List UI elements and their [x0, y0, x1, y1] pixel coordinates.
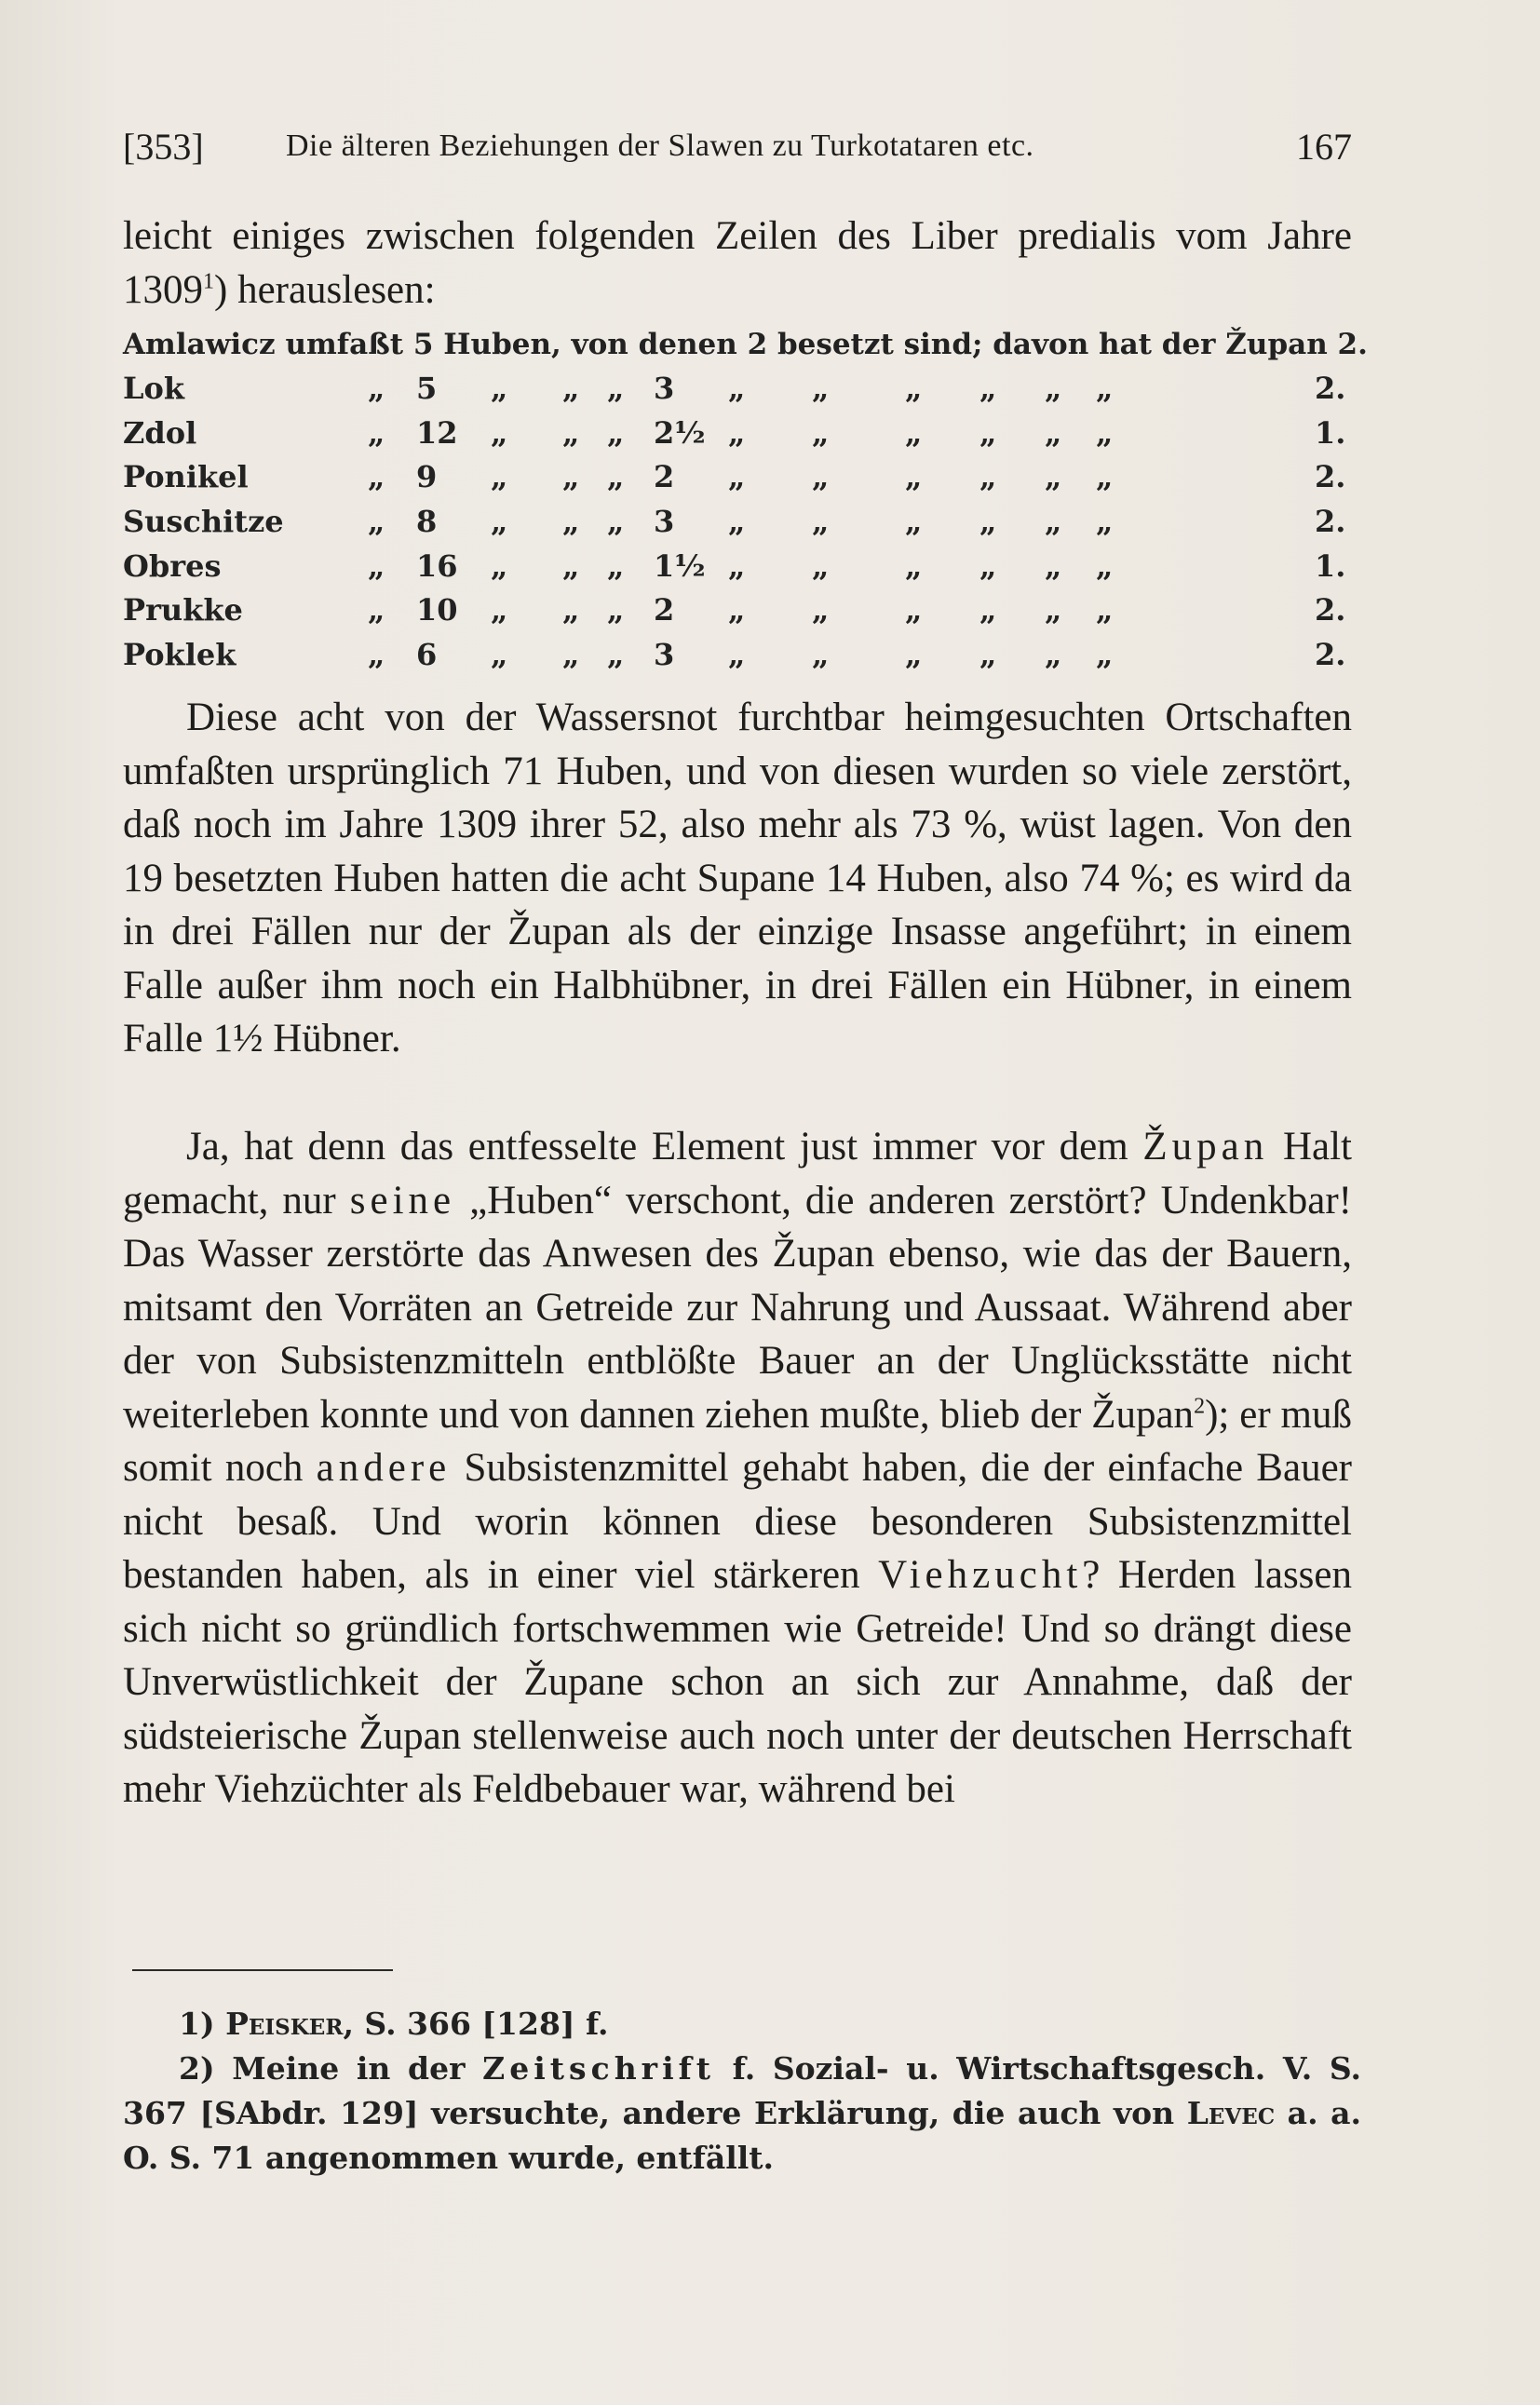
ditto-mark: „: [728, 371, 746, 406]
table-row: [123, 371, 1352, 415]
ditto-mark: „: [728, 637, 746, 673]
table-row: [123, 415, 1352, 460]
ditto-mark: „: [979, 547, 997, 584]
place-cell: Ponikel: [123, 459, 249, 495]
ditto-mark: „: [491, 459, 508, 495]
ditto-mark: „: [1045, 547, 1062, 584]
place-cell: Suschitze: [123, 504, 284, 540]
table-row: [123, 548, 1352, 593]
ditto-mark: „: [905, 637, 923, 673]
zupan-huben-cell: 2.: [1315, 371, 1346, 406]
ditto-mark: „: [728, 592, 746, 628]
ditto-mark: „: [905, 459, 923, 495]
ditto-mark: „: [1045, 371, 1062, 406]
ditto-mark: „: [562, 504, 580, 540]
huben-table: [123, 371, 1352, 682]
intro-paragraph: [123, 209, 1352, 317]
ditto-mark: „: [1096, 547, 1114, 584]
ditto-mark: „: [607, 414, 625, 451]
p2-zupan-spaced: Župan: [1142, 1125, 1269, 1169]
ditto-mark: „: [979, 504, 997, 540]
occupied-huben-cell: 2½: [654, 414, 706, 451]
p2-b: Halt gemacht, nur: [123, 1125, 1352, 1223]
ditto-mark: „: [812, 459, 830, 495]
ditto-mark: „: [491, 547, 508, 584]
footnote-ref-1: 1: [203, 269, 214, 294]
ditto-mark: „: [979, 371, 997, 406]
ditto-mark: „: [979, 592, 997, 628]
footnotes: [123, 2002, 1361, 2181]
p2-andere: andere: [316, 1446, 452, 1490]
zupan-huben-cell: 2.: [1315, 637, 1346, 673]
occupied-huben-cell: 2: [654, 459, 675, 495]
total-huben-cell: 9: [416, 459, 438, 495]
occupied-huben-cell: 2: [654, 592, 675, 628]
occupied-huben-cell: 3: [654, 637, 675, 673]
place-cell: Prukke: [123, 592, 243, 628]
ditto-mark: „: [1045, 637, 1062, 673]
ditto-mark: „: [1096, 504, 1114, 540]
fn1-b: , S. 366 [128] f.: [343, 2006, 609, 2042]
zupan-huben-cell: 2.: [1315, 592, 1346, 628]
ditto-mark: „: [905, 547, 923, 584]
ditto-mark: „: [812, 547, 830, 584]
fn2-a: 2) Meine in der: [179, 2050, 483, 2087]
ditto-mark: „: [607, 637, 625, 673]
place-cell: Zdol: [123, 414, 197, 451]
footnote-ref-2: 2: [1194, 1394, 1206, 1419]
ditto-mark: „: [979, 459, 997, 495]
total-huben-cell: 6: [416, 637, 438, 673]
ditto-mark: „: [1096, 459, 1114, 495]
ditto-mark: „: [607, 371, 625, 406]
footnote-2: [123, 2047, 1361, 2181]
table-row: [123, 592, 1352, 637]
ditto-mark: „: [728, 504, 746, 540]
p2-f: ? Herden lassen sich nicht so gründlich fortschwemmen wie Getreide! Und so drängt diese Unverwüstlichkeit der Župane schon an sich zur Annahme, daß der südsteierische Župan stellenweise auch noch unter der deutschen Herrschaft mehr Viehzüchter als Feldbebauer war, während bei: [123, 1553, 1353, 1811]
ditto-mark: „: [812, 371, 830, 406]
ditto-mark: „: [812, 592, 830, 628]
zupan-huben-cell: 1.: [1315, 414, 1346, 451]
fn2-journal: Zeitschrift: [482, 2050, 716, 2087]
ditto-mark: „: [1096, 592, 1114, 628]
ditto-mark: „: [368, 504, 385, 540]
footnote-divider: [132, 1969, 393, 1971]
ditto-mark: „: [562, 637, 580, 673]
paragraph-1: Diese acht von der Wassersnot furchtbar heimgesuchten Ortschaften umfaßten ursprünglich 71 Huben, und von diesen wurden so viele zerstört, daß noch im Jahre 1309 ihrer 52, also mehr als 73 %, wüst lagen. Von den 19 besetzten Huben hatten die acht Supane 14 Huben, also 74 %; es wird da in drei Fällen nur der Župan als der einzige Insasse angeführt; in einem Falle außer ihm noch ein Halbhübner, in drei Fällen ein Hübner, in einem Falle 1½ Hübner.: [123, 696, 1352, 1061]
ditto-mark: „: [607, 547, 625, 584]
zupan-huben-cell: 2.: [1315, 459, 1346, 495]
total-huben-cell: 8: [416, 504, 438, 540]
ditto-mark: „: [562, 547, 580, 584]
occupied-huben-cell: 3: [654, 504, 675, 540]
ditto-mark: „: [562, 592, 580, 628]
ditto-mark: „: [1045, 459, 1062, 495]
ditto-mark: „: [562, 371, 580, 406]
ditto-mark: „: [491, 592, 508, 628]
ditto-mark: „: [607, 459, 625, 495]
ditto-mark: „: [979, 414, 997, 451]
place-cell: Poklek: [123, 637, 236, 673]
fn2-b: f. Sozial- u. Wirtschaftsgesch. V. S. 367 [SAbdr. 129] versuchte, andere Erklärung, die auch von: [123, 2050, 1361, 2131]
ditto-mark: „: [905, 504, 923, 540]
page-number: 167: [1296, 126, 1352, 168]
ditto-mark: „: [491, 371, 508, 406]
intro-text-a: leicht einiges zwischen folgenden Zeilen des Liber predialis vom Jahre 1309: [123, 214, 1352, 312]
ditto-mark: „: [812, 504, 830, 540]
fn2-c: a. a. O. S. 71 angenommen wurde, entfällt.: [123, 2095, 1361, 2176]
total-huben-cell: 16: [416, 547, 458, 584]
ditto-mark: „: [491, 504, 508, 540]
ditto-mark: „: [728, 547, 746, 584]
ditto-mark: „: [491, 637, 508, 673]
ditto-mark: „: [368, 414, 385, 451]
ditto-mark: „: [905, 414, 923, 451]
ditto-mark: „: [1045, 414, 1062, 451]
ditto-mark: „: [905, 371, 923, 406]
ditto-mark: „: [1096, 637, 1114, 673]
bracket-page-number: [353]: [123, 126, 204, 168]
intro-text-b: ) herauslesen:: [214, 267, 436, 312]
p2-c: „Huben“ verschont, die anderen zerstört? Undenkbar! Das Wasser zerstörte das Anwesen des Župan ebenso, wie das der Bauern, mitsamt den Vorräten an Getreide zur Nahrung und Aussaat. Während aber der von Subsistenzmitteln entblößte Bauer an der Unglücksstätte nicht weiterleben konnte und von dannen ziehen mußte, blieb der Župan: [123, 1178, 1352, 1437]
ditto-mark: „: [812, 414, 830, 451]
table-first-line: Amlawicz umfaßt 5 Huben, von denen 2 besetzt sind; davon hat der Župan 2.: [123, 328, 1368, 361]
occupied-huben-cell: 1½: [654, 547, 706, 584]
ditto-mark: „: [491, 414, 508, 451]
fn1-a: 1): [179, 2006, 226, 2042]
fn1-author: Peisker: [225, 2006, 344, 2042]
total-huben-cell: 12: [416, 414, 458, 451]
ditto-mark: „: [728, 459, 746, 495]
ditto-mark: „: [607, 504, 625, 540]
footnote-1: [123, 2002, 1361, 2047]
ditto-mark: „: [1096, 414, 1114, 451]
ditto-mark: „: [562, 414, 580, 451]
table-row: [123, 637, 1352, 682]
total-huben-cell: 10: [416, 592, 458, 628]
p2-a: Ja, hat denn das entfesselte Element just immer vor dem: [186, 1125, 1143, 1169]
paragraph-2: [123, 1120, 1352, 1817]
ditto-mark: „: [368, 637, 385, 673]
occupied-huben-cell: 3: [654, 371, 675, 406]
ditto-mark: „: [812, 637, 830, 673]
zupan-huben-cell: 2.: [1315, 504, 1346, 540]
running-title: Die älteren Beziehungen der Slawen zu Turkotataren etc.: [286, 128, 1034, 163]
running-header: [123, 119, 1352, 175]
ditto-mark: „: [368, 459, 385, 495]
p2-d: ); er muß somit noch: [123, 1392, 1352, 1490]
p2-e: Subsistenzmittel gehabt haben, die der einfache Bauer nicht besaß. Und worin können diese besonderen Subsistenzmittel bestanden haben, als in einer viel stärkeren: [123, 1446, 1352, 1597]
table-row: [123, 459, 1352, 504]
place-cell: Obres: [123, 547, 222, 584]
ditto-mark: „: [1045, 592, 1062, 628]
p2-seine: seine: [349, 1178, 456, 1223]
place-cell: Lok: [123, 371, 185, 406]
ditto-mark: „: [979, 637, 997, 673]
ditto-mark: „: [1045, 504, 1062, 540]
p2-viehzucht: Viehzucht: [878, 1553, 1083, 1597]
ditto-mark: „: [1096, 371, 1114, 406]
ditto-mark: „: [905, 592, 923, 628]
ditto-mark: „: [728, 414, 746, 451]
ditto-mark: „: [368, 547, 385, 584]
ditto-mark: „: [368, 592, 385, 628]
fn2-author: Levec: [1186, 2095, 1276, 2131]
total-huben-cell: 5: [416, 371, 438, 406]
table-row: [123, 504, 1352, 548]
ditto-mark: „: [368, 371, 385, 406]
ditto-mark: „: [607, 592, 625, 628]
zupan-huben-cell: 1.: [1315, 547, 1346, 584]
ditto-mark: „: [562, 459, 580, 495]
